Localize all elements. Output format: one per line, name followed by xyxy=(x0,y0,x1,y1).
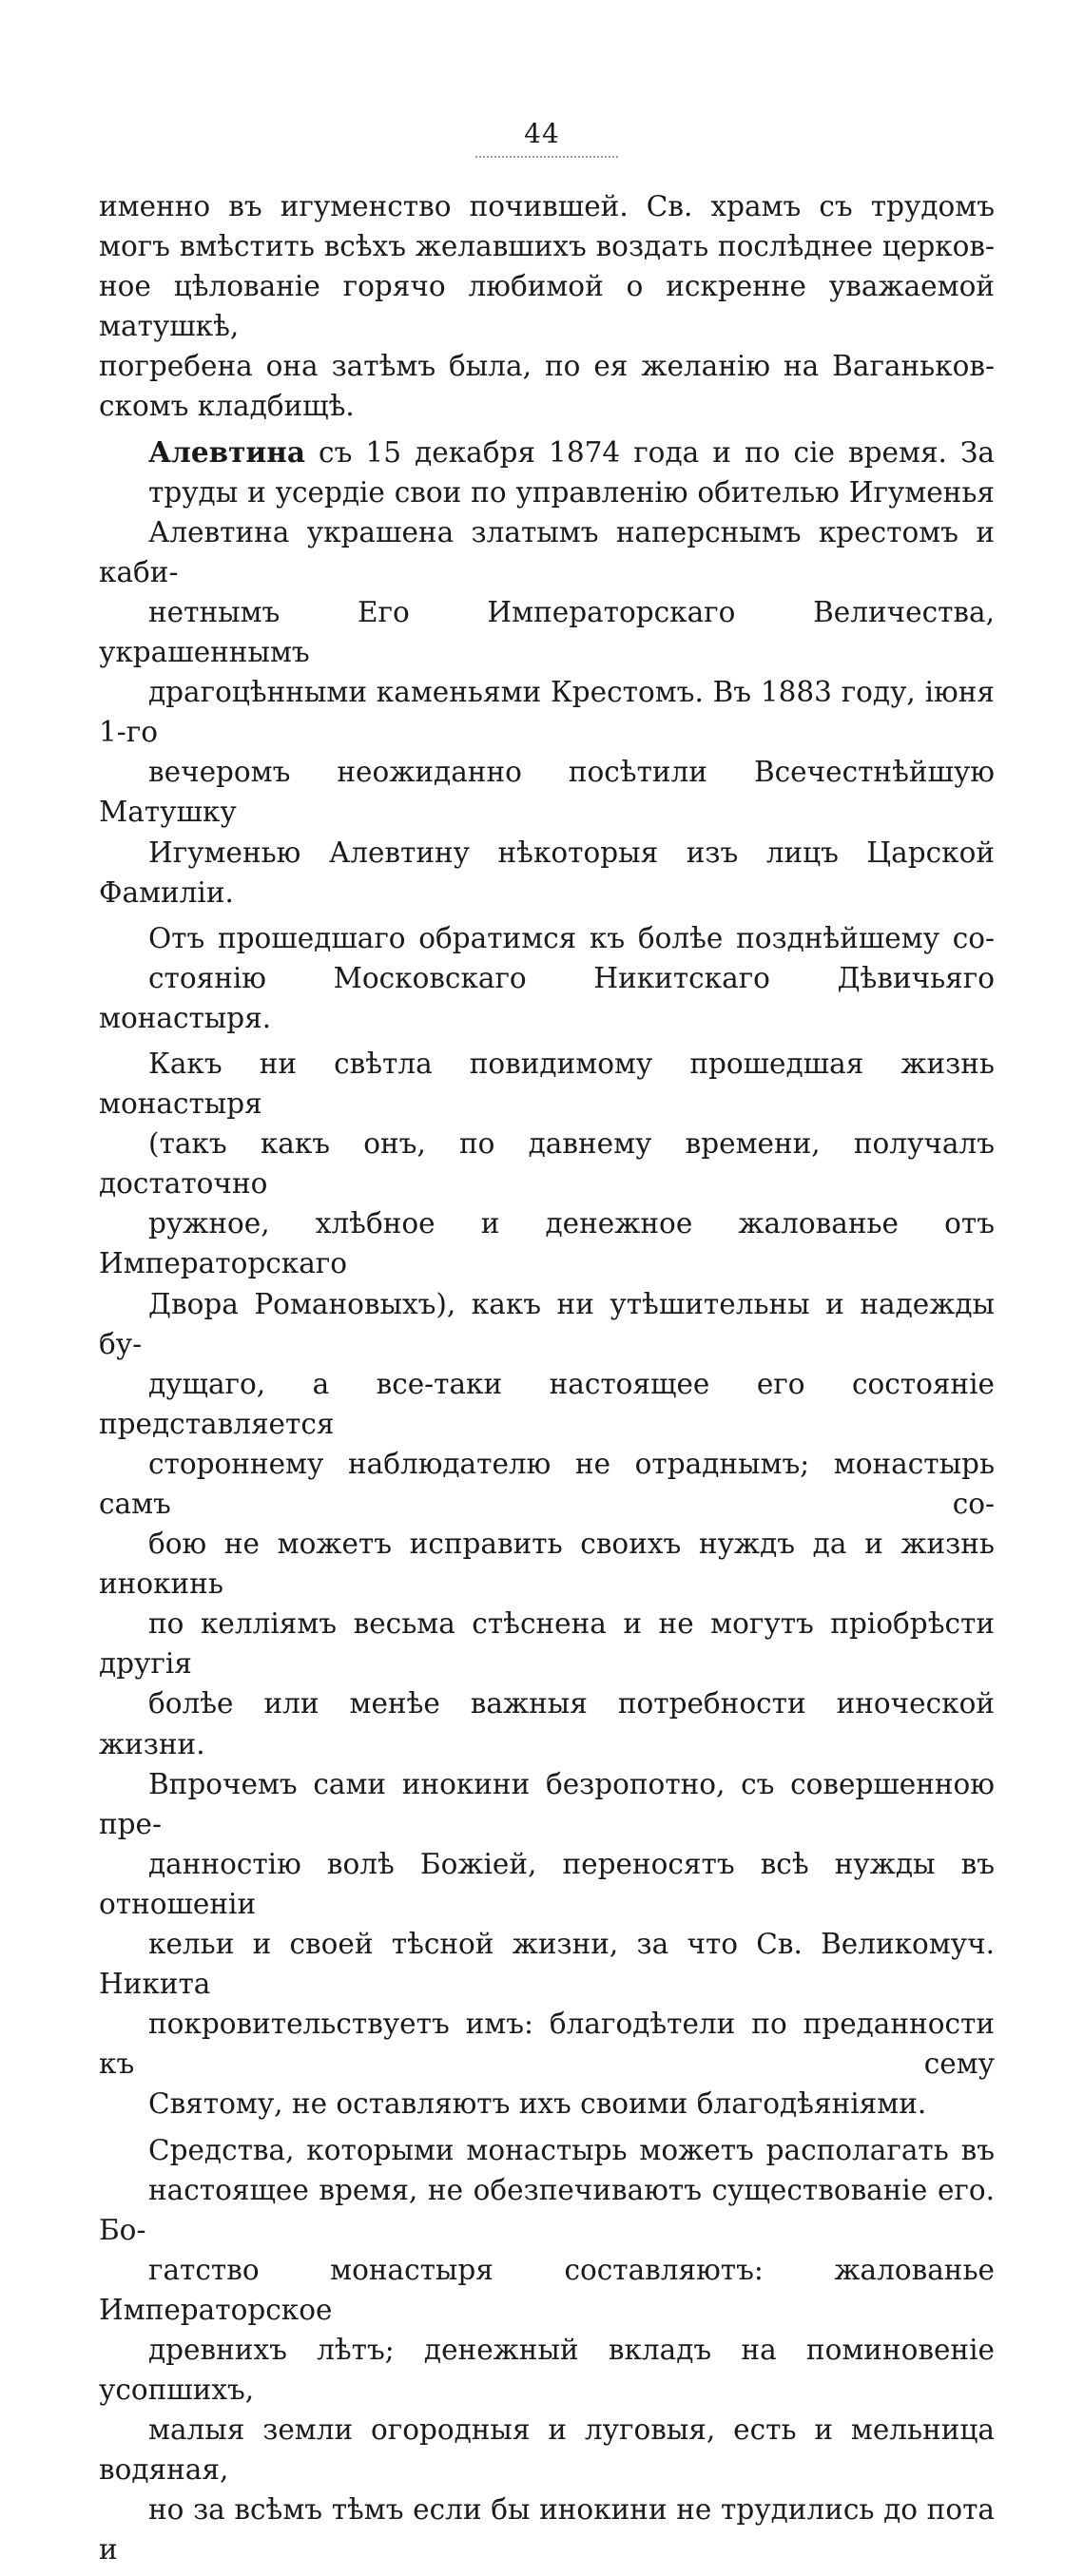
text-line: стоянію Московскаго Никитскаго Дѣвичьяго монастыря. xyxy=(99,961,995,1034)
text-line: Впрочемъ сами инокини безропотно, съ совершенною пре- xyxy=(99,1767,995,1840)
text-line: дущаго, а все-таки настоящее его состояніе представляется xyxy=(99,1367,995,1440)
text-line: стороннему наблюдателю не отраднымъ; монастырь самъ со- xyxy=(99,1447,995,1520)
paragraph-1 xyxy=(99,186,995,427)
text-line: именно въ игуменство почившей. Св. храмъ съ трудомъ xyxy=(99,190,995,222)
paragraph-3 xyxy=(99,918,995,1038)
text-line: труды и усердіе свои по управленію обителью Игуменья xyxy=(148,475,995,509)
abbess-name: Алевтина xyxy=(148,434,305,469)
text-fragment: съ 15 декабря 1874 года и по сіе время. За xyxy=(304,435,995,469)
text-line: но за всѣмъ тѣмъ если бы инокини не трудились до пота и xyxy=(99,2493,995,2566)
text-line: Святому, не оставляютъ ихъ своими благодѣяніями. xyxy=(148,2087,927,2121)
text-line: Отъ прошедшаго обратимся къ болѣе позднѣйшему со- xyxy=(148,921,995,954)
text-line: покровительствуетъ имъ: благодѣтели по преданности къ сему xyxy=(99,2008,995,2081)
text-line: Средства, которыми монастырь можетъ располагать въ xyxy=(148,2133,995,2166)
text-line: данностію волѣ Божіей, переносятъ всѣ нужды въ отношеніи xyxy=(99,1847,995,1920)
page-number: 44 xyxy=(524,118,560,149)
text-line: по келліямъ весьма стѣснена и не могутъ пріобрѣсти другія xyxy=(99,1607,995,1681)
text-line: Двора Романовыхъ), какъ ни утѣшительны и надежды бу- xyxy=(99,1287,995,1360)
paragraph-4 xyxy=(99,1044,995,2124)
text-line: Игуменью Алевтину нѣкоторыя изъ лицъ Царской Фамиліи. xyxy=(99,836,995,909)
text-line: ружное, хлѣбное и денежное жалованье отъ Императорскаго xyxy=(99,1207,995,1280)
text-line: малыя земли огородныя и луговыя, есть и мельница водяная, xyxy=(99,2413,995,2487)
text-line: болѣе или менѣе важныя потребности иноческой жизни. xyxy=(99,1687,995,1760)
header-rule xyxy=(475,156,618,158)
paragraph-2 xyxy=(99,433,995,913)
text-line: драгоцѣнными каменьями Крестомъ. Въ 1883 году, іюня 1-го xyxy=(99,676,995,749)
text-line: вечеромъ неожиданно посѣтили Всечестнѣйшую Матушку xyxy=(99,756,995,829)
text-line: ное цѣлованіе горячо любимой о искренне уважаемой матушкѣ, xyxy=(99,270,995,343)
text-line: скомъ кладбищѣ. xyxy=(99,390,355,423)
paragraph-5 xyxy=(99,2130,995,2570)
text-line: нетнымъ Его Императорскаго Величества, украшеннымъ xyxy=(99,595,995,669)
text-line: древнихъ лѣтъ; денежный вкладъ на поминовеніе усопшихъ, xyxy=(99,2333,995,2407)
text-line: (такъ какъ онъ, по давнему времени, получалъ достаточно xyxy=(99,1127,995,1201)
body-text xyxy=(99,186,995,2576)
text-line-with-name xyxy=(99,433,995,472)
text-line: Какъ ни свѣтла повидимому прошедшая жизнь монастыря xyxy=(99,1047,995,1121)
text-line: Алевтина украшена златымъ наперснымъ крестомъ и каби- xyxy=(99,515,995,588)
text-line: бою не можетъ исправить своихъ нуждъ да и жизнь инокинь xyxy=(99,1528,995,1601)
text-line: кельи и своей тѣсной жизни, за что Св. Великомуч. Никита xyxy=(99,1928,995,2001)
text-line: настоящее время, не обезпечиваютъ существованіе его. Бо- xyxy=(99,2173,995,2246)
text-line: погребена она затѣмъ была, по ея желанію на Ваганьков- xyxy=(99,350,995,383)
text-line: гатство монастыря составляютъ: жалованье Императорское xyxy=(99,2253,995,2326)
text-line: могъ вмѣстить всѣхъ желавшихъ воздать послѣднее церков- xyxy=(99,230,995,263)
